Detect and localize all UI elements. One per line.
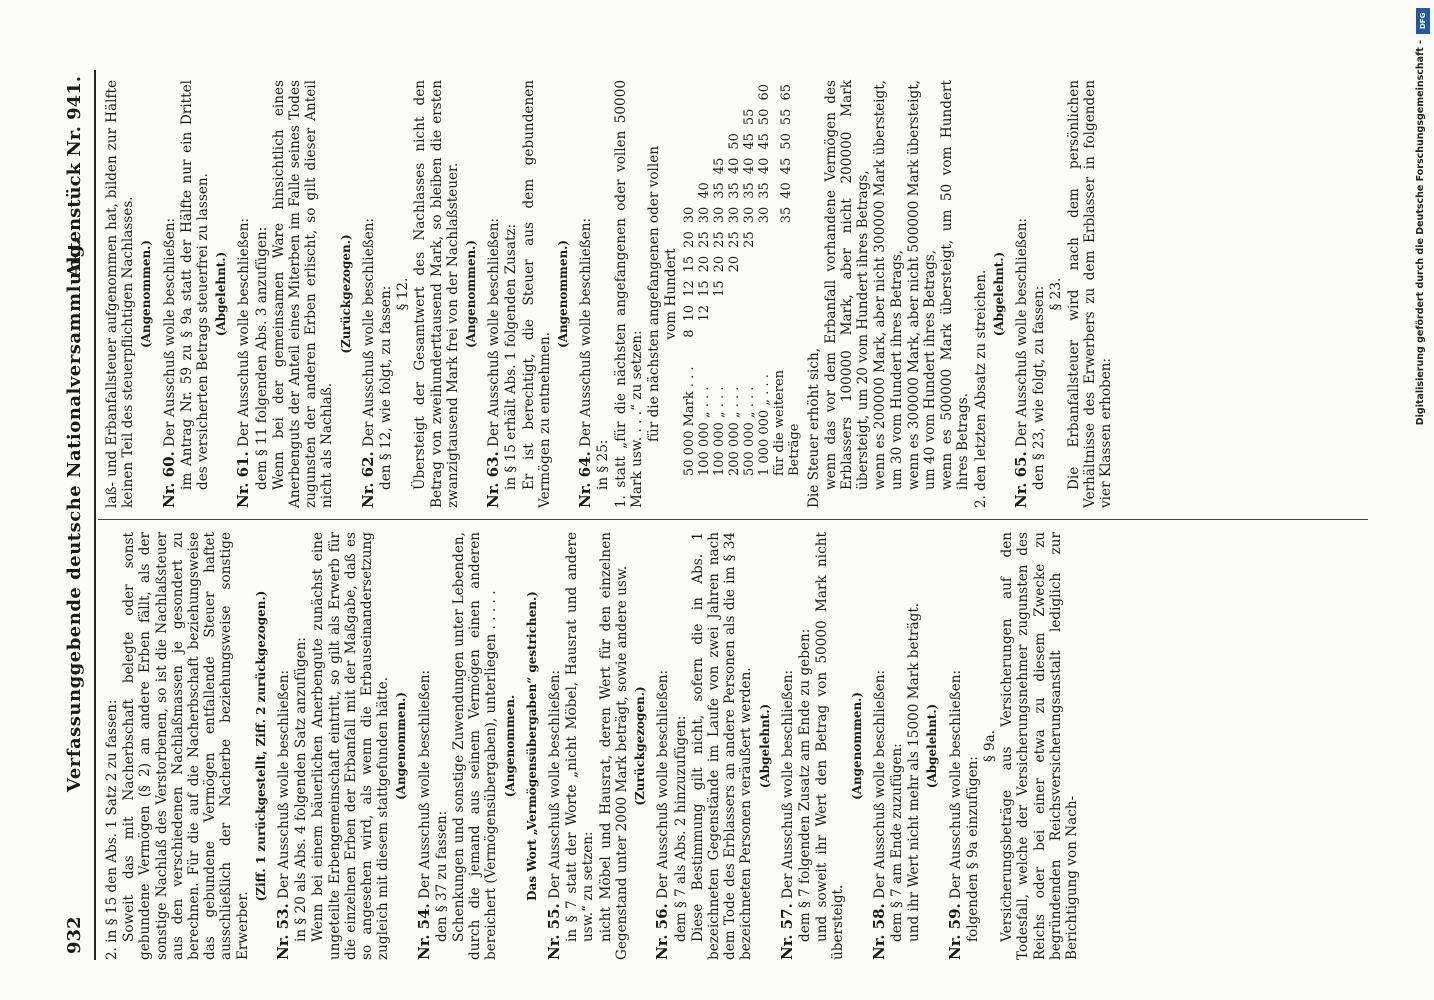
- table-cell: 12: [696, 304, 712, 322]
- paragraph: in § 25:: [595, 439, 612, 490]
- table-cell: 30: [741, 206, 757, 224]
- paragraph: in § 20 als Abs. 4 folgenden Satz anzufügen:: [293, 637, 310, 942]
- tax-rate-table: [682, 80, 802, 480]
- table-cell: 25: [696, 231, 712, 248]
- table-row: [742, 80, 757, 480]
- table-cell: 40: [779, 182, 794, 199]
- table-cell: 35: [779, 206, 794, 224]
- table-cell: 8: [681, 329, 697, 338]
- paragraph: Der Ausschuß wolle beschließen:: [547, 669, 564, 899]
- paragraph: und soweit ihr Wert den Betrag von 50000 Mark nicht übersteigt.: [814, 532, 847, 960]
- table-cell: [742, 301, 757, 326]
- decision-note: (Abgelehnt.): [991, 251, 1006, 337]
- table-cell: 30: [696, 206, 712, 224]
- table-row: [682, 80, 697, 480]
- table-cell: 50: [726, 133, 742, 150]
- motion-number: Nr. 62.: [358, 451, 377, 508]
- table-cell: [727, 301, 742, 326]
- table-cell: 25: [711, 231, 727, 248]
- digitization-credit: Digitalisierung gefördert durch die Deutsche Forschungsgemeinschaft -: [1415, 40, 1426, 426]
- table-cell: [697, 325, 712, 341]
- paragraph: Wenn bei einem bäuerlichen Anerbengute zunächst eine ungeteilte Erbengemeinschaft eintritt, so gilt als Erwerb für die einzelnen Erben der Erbanfall mit der Maßgabe, daß es so angesehen wird, als wenn die Erbauseinandersetzung zugleich mit diesem stattgefunden hätte.: [310, 532, 392, 960]
- dfg-logo: DFG: [1416, 8, 1430, 34]
- paragraph: Die Erbanfallsteuer wird nach dem persönlichen Verhältnisse des Erwerbers zu dem Erblasser in folgenden vier Klassen erhoben:: [1065, 80, 1114, 508]
- table-cell-label: 500 000 „ . . .: [741, 386, 757, 476]
- paragraph: nicht Möbel und Hausrat, deren Wert für den einzelnen Gegenstand unter 2000 Mark beträgt, sowie andere usw.: [597, 532, 630, 960]
- paragraph: den § 12, wie folgt, zu fassen:: [378, 285, 395, 490]
- paragraph: 2. den letzten Absatz zu streichen.: [972, 269, 989, 508]
- section-heading: § 9a.: [981, 729, 998, 763]
- paragraph: Der Ausschuß wolle beschließen:: [871, 669, 888, 899]
- table-cell: [742, 252, 757, 277]
- table-row: [712, 80, 727, 480]
- table-cell: [757, 276, 772, 301]
- decision-note: (Angenommen.): [394, 691, 409, 801]
- table-cell: 20: [696, 255, 712, 273]
- paragraph: Der Ausschuß wolle beschließen:: [947, 669, 964, 899]
- paragraph: im Antrag Nr. 59 zu § 9a statt der Hälfte nur ein Drittel des versicherten Betrags steuerfrei zu lassen.: [178, 80, 212, 490]
- motion-number: Nr. 58.: [869, 903, 888, 960]
- table-row: [727, 80, 742, 480]
- paragraph: Der Ausschuß wolle beschließen:: [486, 217, 503, 447]
- motion-number: Nr. 65.: [1011, 451, 1030, 508]
- paragraph: Die Steuer erhöht sich,: [805, 347, 822, 508]
- table-cell: 40: [756, 157, 772, 175]
- table-cell: [757, 252, 772, 277]
- table-cell: [772, 276, 802, 301]
- motion-number: Nr. 59.: [945, 903, 964, 960]
- section-heading: § 12.: [395, 277, 412, 311]
- table-cell: 15: [681, 255, 697, 273]
- paragraph: Versicherungsbeträge aus Versicherungen auf den Todesfall, welche der Versicherungsnehmer zugunsten des Reichs oder bei einer etwa zu diesem Zwecke zu begründenden Reichsversicherungsanstalt lediglich zur Berichtigung von Nach-: [999, 532, 1080, 960]
- paragraph: in § 15 erhält Abs. 1 folgenden Zusatz:: [503, 223, 520, 490]
- column-divider: [98, 519, 1368, 520]
- table-cell: 35: [741, 182, 757, 199]
- paragraph: Der Ausschuß wolle beschließen:: [236, 217, 253, 447]
- table-caption: vom Hundert: [663, 248, 680, 340]
- motion-number: Nr. 55.: [545, 903, 564, 960]
- table-cell: 15: [711, 280, 727, 297]
- decision-note: (Angenommen.): [139, 239, 154, 349]
- page-header: [58, 70, 92, 960]
- table-cell: [742, 325, 757, 341]
- rotated-document-page: [58, 70, 1378, 960]
- table-cell-label: für die weiteren Beträge: [771, 369, 802, 476]
- page-number: 932: [64, 916, 85, 954]
- paragraph: Wenn bei der gemeinsamen Ware hinsichtlich eines Anerbenguts der Anteil eines Miterben im Falle seines Todes zugunsten der anderen Erben erlischt, so gilt dieser Anteil nicht als Nachlaß.: [270, 80, 336, 508]
- paragraph: und ihr Wert nicht mehr als 15000 Mark beträgt.: [906, 602, 923, 942]
- table-cell: 45: [741, 133, 757, 150]
- paragraph: für die nächsten angefangenen oder vollen: [646, 145, 663, 443]
- table-cell: 45: [756, 133, 772, 150]
- paragraph: Der Ausschuß wolle beschließen:: [1013, 217, 1030, 447]
- table-cell: 20: [711, 255, 727, 273]
- motion-number: Nr. 54.: [414, 903, 433, 960]
- motion-number: Nr. 63.: [484, 451, 503, 508]
- table-cell-label: 200 000 „ . . .: [726, 386, 742, 476]
- table-cell: 50: [779, 133, 794, 150]
- paragraph: Der Ausschuß wolle beschließen:: [276, 669, 293, 899]
- motion-number: Nr. 57.: [777, 903, 796, 960]
- paragraph: Der Ausschuß wolle beschließen:: [360, 217, 377, 447]
- table-cell: [712, 325, 727, 341]
- table-cell: [727, 325, 742, 341]
- table-cell: [757, 325, 772, 341]
- decision-note: (Zurückgezogen.): [338, 234, 353, 354]
- table-cell: [772, 301, 802, 326]
- table-cell: [727, 276, 742, 301]
- decision-note: (Ziff. 1 zurückgestellt, Ziff. 2 zurückgezogen.): [253, 590, 268, 902]
- paragraph: den § 23, wie folgt, zu fassen:: [1031, 285, 1048, 490]
- table-cell: 60: [756, 84, 772, 101]
- paragraph: in § 7 statt der Worte „nicht Möbel, Hausrat und andere usw.“ zu setzen:: [564, 532, 597, 942]
- table-cell: 15: [696, 280, 712, 297]
- table-cell-label: 50 000 Mark . . .: [681, 366, 697, 476]
- motion-number: Nr. 53.: [274, 903, 293, 960]
- table-cell-label: 100 000 „ . . .: [696, 386, 712, 476]
- table-cell: [742, 276, 757, 301]
- paragraph: Soweit das mit Nacherbschaft belegte oder sonst gebundene Vermögen (§ 2) an andere Erben fällt, als der sonstige Nachlaß des Verstorbenen, so ist die Nachlaßsteuer aus den verschiedenen Nachlaßmassen je gesondert zu berechnen. Für die auf die Nacherbschaft beziehungsweise das gebundene Vermögen entfallende Steuer haftet ausschließlich der Nacherbe beziehungsweise sonstige Erwerber.: [121, 532, 251, 960]
- decision-note: (Abgelehnt.): [757, 703, 772, 789]
- decision-note: (Abgelehnt.): [925, 703, 940, 789]
- table-cell: [772, 252, 802, 277]
- table-cell: 40: [741, 157, 757, 175]
- table-cell: [757, 227, 772, 252]
- paragraph: Der Ausschuß wolle beschließen:: [578, 217, 595, 447]
- section-heading: § 23.: [1048, 277, 1065, 311]
- motion-number: Nr. 61.: [234, 451, 253, 508]
- table-cell: [772, 325, 802, 341]
- paragraph: 2. in § 15 den Abs. 1 Satz 2 zu fassen:: [104, 699, 120, 960]
- table-cell: 30: [681, 206, 697, 224]
- paragraph: laß- und Erbanfallsteuer aufgenommen hat, bilden zur Hälfte keinen Teil des steuerpflichtigen Nachlasses.: [104, 80, 137, 508]
- table-cell: 30: [756, 206, 772, 224]
- digitization-sidebar: [1414, 8, 1432, 993]
- table-cell: 20: [681, 231, 697, 248]
- paragraph: dem § 7 als Abs. 2 hinzuzufügen:: [672, 715, 689, 942]
- table-cell: [772, 227, 802, 252]
- paragraph: Der Ausschuß wolle beschließen:: [161, 217, 178, 447]
- table-cell-label: 100 000 „ . . .: [711, 386, 727, 476]
- table-cell: 25: [726, 231, 742, 248]
- motion-number: Nr. 64.: [576, 451, 595, 508]
- paragraph: 1. statt „für die nächsten angefangenen oder vollen 50000 Mark usw. . . .“ zu setzen:: [612, 80, 645, 508]
- table-row: [757, 80, 772, 480]
- table-cell: 25: [741, 231, 757, 248]
- decision-note: (Angenommen.): [556, 239, 571, 349]
- decision-note: (Angenommen.): [849, 691, 864, 801]
- paragraph: Der Ausschuß wolle beschließen:: [655, 669, 672, 899]
- table-cell: 20: [726, 255, 742, 273]
- table-cell: 35: [711, 182, 727, 199]
- right-column: [104, 80, 1115, 508]
- paragraph: den § 37 zu fassen:: [433, 810, 450, 942]
- paragraph: Übersteigt der Gesamtwert des Nachlasses nicht den Betrag von zweihunderttausend Mark, so bleiben die ersten zwanzigtausend Mark frei von der Nachlaßsteuer.: [412, 80, 461, 508]
- table-cell: 65: [779, 84, 794, 101]
- table-cell: 12: [681, 280, 697, 297]
- document-number: Aktenstück Nr. 941.: [64, 76, 85, 278]
- table-cell: 35: [756, 182, 772, 199]
- paragraph: Der Ausschuß wolle beschließen:: [779, 669, 796, 899]
- paragraph: Er ist berechtigt, die Steuer aus dem gebundenen Vermögen zu entnehmen.: [520, 80, 553, 508]
- table-cell: 50: [756, 108, 772, 126]
- paragraph: dem § 11 folgenden Abs. 3 anzufügen:: [253, 226, 270, 490]
- table-cell: 40: [726, 157, 742, 175]
- left-column: [104, 532, 1081, 960]
- paragraph: wenn es 300000 Mark, aber nicht 500000 Mark übersteigt, um 40 vom Hundert ihres Betrags,: [905, 79, 938, 490]
- table-cell: [757, 301, 772, 326]
- paragraph: folgenden § 9a einzufügen:: [964, 755, 981, 942]
- decision-note: (Angenommen.): [464, 239, 479, 349]
- table-cell-label: 1 000 000 „ . . .: [756, 374, 772, 476]
- page-title: Verfassunggebende deutsche Nationalversammlung.: [64, 238, 85, 792]
- decision-note: (Abgelehnt.): [214, 251, 229, 337]
- paragraph: wenn das vor dem Erbanfall vorhandene Vermögen des Erblassers 100000 Mark, aber nicht 200000 Mark übersteigt, um 20 vom Hundert ihres Betrags,: [822, 80, 872, 490]
- paragraph: dem § 7 am Ende zuzufügen:: [888, 743, 905, 942]
- table-cell: 30: [711, 206, 727, 224]
- table-row: [697, 80, 712, 480]
- paragraph: Diese Bestimmung gilt nicht, sofern die in Abs. 1 bezeichneten Gegenstände im Laufe von zwei Jahren nach dem Tode des Erblassers an andere Personen als die im § 34 bezeichneten Personen veräußert werden.: [689, 532, 755, 960]
- motion-number: Nr. 56.: [653, 903, 672, 960]
- paragraph: wenn es 200000 Mark, aber nicht 300000 Mark übersteigt, um 30 vom Hundert ihres Betrags,: [872, 79, 905, 490]
- paragraph: Schenkungen und sonstige Zuwendungen unter Lebenden, durch die jemand aus seinem Vermögen einen anderen bereichert (Vermögensübergaben), unterliegen . . . . .: [451, 532, 500, 960]
- header-rule: [94, 70, 96, 960]
- table-row: [772, 80, 802, 480]
- table-cell: 55: [779, 108, 794, 126]
- paragraph: wenn es 500000 Mark übersteigt, um 50 vom Hundert ihres Betrags.: [939, 80, 972, 490]
- paragraph: dem § 7 folgenden Zusatz am Ende zu geben:: [796, 628, 813, 942]
- table-cell: 45: [779, 157, 794, 175]
- table-cell: 40: [696, 182, 712, 199]
- motion-number: Nr. 60.: [159, 451, 178, 508]
- decision-note: (Angenommen.: [502, 694, 517, 798]
- paragraph: Der Ausschuß wolle beschließen:: [416, 669, 433, 899]
- table-cell: [712, 301, 727, 326]
- table-cell: 45: [711, 157, 727, 175]
- table-cell: 10: [681, 304, 697, 322]
- decision-note: (Zurückgezogen.): [633, 686, 648, 806]
- table-cell: 30: [726, 206, 742, 224]
- table-cell: 55: [741, 108, 757, 126]
- decision-note: Das Wort „Vermögensübergaben“ gestrichen.): [524, 591, 539, 901]
- table-cell: 35: [726, 182, 742, 199]
